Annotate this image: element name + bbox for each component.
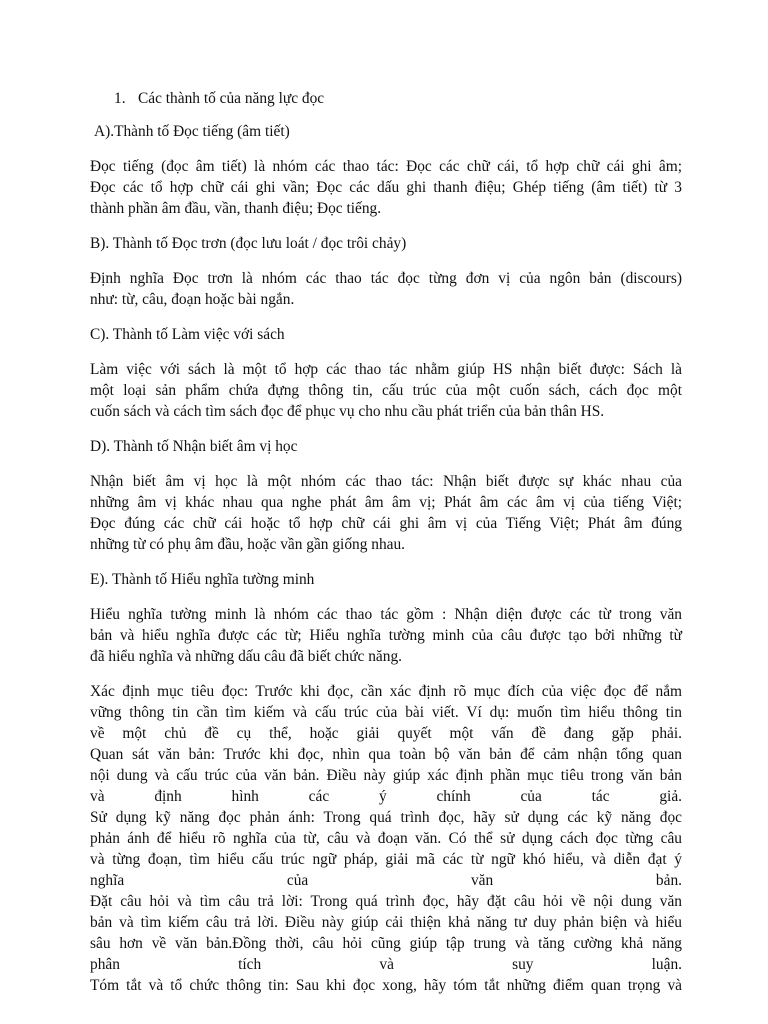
text-line: và định hình các ý chính của tác giả. [90,788,682,805]
text-line: Sử dụng kỹ năng đọc phản ánh: Trong quá trình đọc, hãy sử dụng các kỹ năng đọc [90,809,682,826]
subsection-title-e: E). Thành tố Hiểu nghĩa tường minh [90,571,315,588]
text-line: nghĩa của văn bản. [90,872,682,889]
text-line: Nhận biết âm vị học là một nhóm các thao tác: Nhận biết được sự khác nhau của [90,473,682,490]
text-line: Tóm tắt và tổ chức thông tin: Sau khi đọc xong, hãy tóm tắt những điểm quan trọng và [90,977,682,994]
text-line: Hiểu nghĩa tường minh là nhóm các thao tác gồm : Nhận diện được các từ trong văn [90,606,682,623]
text-line: thành phần âm đầu, vần, thanh điệu; Đọc tiếng. [90,200,382,217]
text-line: về một chủ đề cụ thể, hoặc giải quyết một vấn đề đang gặp phải. [90,725,682,742]
text-line: Đọc đúng các chữ cái hoặc tổ hợp chữ cái ghi âm vị của Tiếng Việt; Phát âm đúng [90,515,682,532]
subsection-title-a: A).Thành tố Đọc tiếng (âm tiết) [94,123,290,140]
paragraph-b [90,268,682,310]
subsection-title-c: C). Thành tố Làm việc với sách [90,326,285,343]
text-line: bản và tìm kiếm câu trả lời. Điều này giúp cải thiện khả năng tư duy phản biện và hiểu [90,914,682,931]
paragraph-d [90,471,682,555]
paragraph-c [90,359,682,422]
text-line: những âm vị khác nhau qua nghe phát âm âm vị; Phát âm các âm vị của tiếng Việt; [90,494,682,511]
text-line: cuốn sách và cách tìm sách đọc để phục vụ cho nhu cầu phát triển của bản thân HS. [90,403,605,420]
document-page [90,88,682,996]
heading-text: Các thành tố của năng lực đọc [138,90,325,107]
text-line: Đặt câu hỏi và tìm câu trả lời: Trong quá trình đọc, hãy đặt câu hỏi về nội dung văn [90,893,682,910]
text-line: sâu hơn về văn bản.Đồng thời, câu hỏi cũng giúp tập trung và tăng cường khả năng [90,935,682,952]
text-line: như: từ, câu, đoạn hoặc bài ngắn. [90,291,295,308]
body-text-block [90,681,682,996]
text-line: bản và hiểu nghĩa được các từ; Hiểu nghĩa tường minh của câu được tạo bởi những từ [90,627,682,644]
text-line: phản ánh để hiểu rõ nghĩa của từ, câu và đoạn văn. Có thể sử dụng cách đọc từng câu [90,830,682,847]
section-heading [90,88,682,109]
subsection-title-d: D). Thành tố Nhận biết âm vị học [90,438,298,455]
text-line: Đọc các tổ hợp chữ cái ghi vần; Đọc các dấu ghi thanh điệu; Ghép tiếng (âm tiết) từ 3 [90,179,682,196]
text-line: vững thông tin cần tìm kiếm và cấu trúc của bài viết. Ví dụ: muốn tìm hiểu thông tin [90,704,682,721]
heading-number: 1. [114,90,126,107]
text-line: những từ có phụ âm đầu, hoặc vần gần giống nhau. [90,536,406,553]
subsection-title-b: B). Thành tố Đọc trơn (đọc lưu loát / đọc trôi chảy) [90,235,407,252]
text-line: Định nghĩa Đọc trơn là nhóm các thao tác đọc từng đơn vị của ngôn bản (discours) [90,270,682,287]
paragraph-e [90,604,682,667]
text-line: Làm việc với sách là một tổ hợp các thao tác nhằm giúp HS nhận biết được: Sách là [90,361,682,378]
text-line: nội dung và cấu trúc của văn bản. Điều này giúp xác định phần mục tiêu trong văn bản [90,767,682,784]
paragraph-a [90,156,682,219]
text-line: phân tích và suy luận. [90,956,682,973]
text-line: Đọc tiếng (đọc âm tiết) là nhóm các thao tác: Đọc các chữ cái, tổ hợp chữ cái ghi âm; [90,158,682,175]
text-line: và từng đoạn, tìm hiểu cấu trúc ngữ pháp, giải mã các từ ngữ khó hiểu, và diễn đạt ý [90,851,682,868]
text-line: Quan sát văn bản: Trước khi đọc, nhìn qua toàn bộ văn bản để cảm nhận tổng quan [90,746,682,763]
text-line: một loại sản phẩm chứa đựng thông tin, cấu trúc của một cuốn sách, cách đọc một [90,382,682,399]
text-line: Xác định mục tiêu đọc: Trước khi đọc, cần xác định rõ mục đích của việc đọc để nắm [90,683,682,700]
text-line: đã hiểu nghĩa và những dấu câu đã biết chức năng. [90,648,402,665]
